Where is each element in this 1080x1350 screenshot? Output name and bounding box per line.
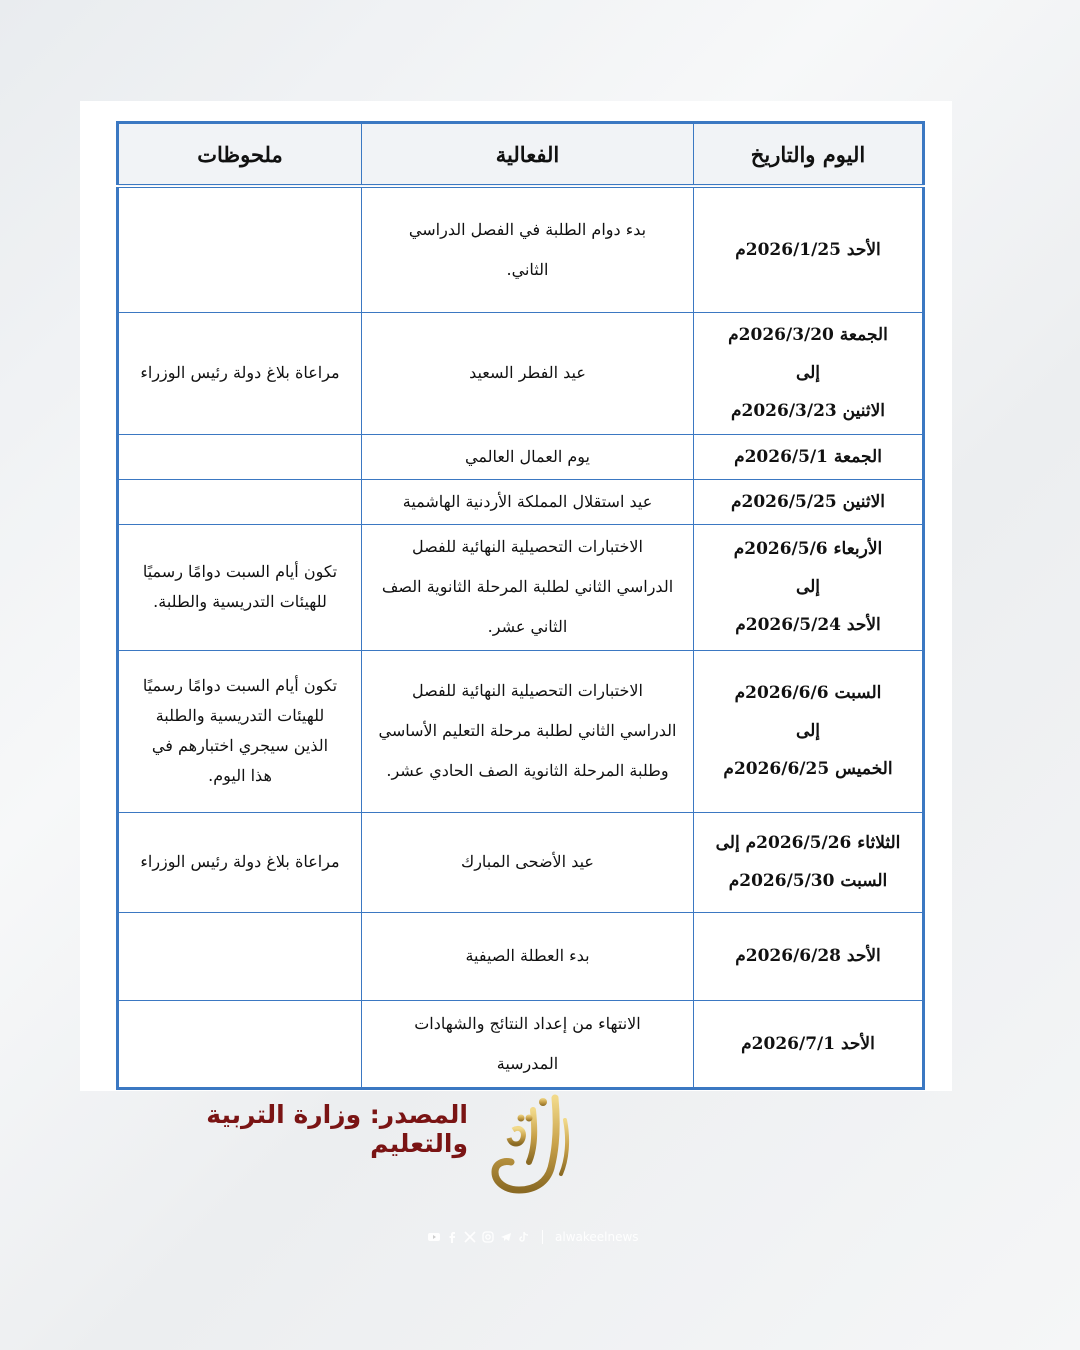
source-label: المصدر: وزارة التربية والتعليم bbox=[206, 1100, 468, 1158]
date-cell bbox=[694, 479, 924, 524]
date-cell-line: إلى bbox=[795, 721, 821, 741]
notes-cell bbox=[118, 186, 362, 312]
notes-cell-line: مراعاة بلاغ دولة رئيس الوزراء bbox=[140, 852, 340, 871]
event-cell-line: الانتهاء من إعداد النتائج والشهادات bbox=[414, 1013, 641, 1033]
facebook-icon[interactable] bbox=[446, 1231, 458, 1243]
notes-cell bbox=[118, 912, 362, 1000]
date-cell-line: إلى bbox=[795, 577, 821, 597]
instagram-icon[interactable] bbox=[482, 1231, 494, 1243]
event-cell-line: الدراسي الثاني لطلبة مرحلة التعليم الأساسي bbox=[378, 721, 677, 740]
notes-cell bbox=[118, 434, 362, 479]
date-cell bbox=[694, 1000, 924, 1088]
event-cell-line: المدرسية bbox=[496, 1053, 559, 1073]
date-cell bbox=[694, 812, 924, 912]
table-row bbox=[118, 524, 924, 650]
date-cell-line: الأحد 2026/6/28م bbox=[735, 946, 881, 966]
event-cell-line: عيد الأضحى المبارك bbox=[461, 852, 594, 871]
date-cell-line: السبت 2026/6/6م bbox=[734, 683, 882, 703]
date-cell-line: الاثنين 2026/5/25م bbox=[730, 491, 886, 512]
table-body bbox=[118, 186, 924, 1088]
event-cell-line: بدء دوام الطلبة في الفصل الدراسي bbox=[408, 219, 647, 239]
notes-cell-line: الذين سيجري اختبارهم في bbox=[151, 736, 329, 755]
date-cell-line: الاثنين 2026/3/23م bbox=[730, 401, 886, 421]
x-icon[interactable] bbox=[464, 1231, 476, 1243]
schedule-table bbox=[116, 121, 925, 1090]
date-cell-line: الخميس 2026/6/25م bbox=[723, 759, 893, 779]
social-handle[interactable]: alwakeelnews bbox=[555, 1230, 639, 1244]
notes-cell bbox=[118, 479, 362, 524]
event-cell-line: الاختبارات التحصيلية النهائية للفصل bbox=[412, 681, 643, 700]
date-cell bbox=[694, 434, 924, 479]
notes-cell-line: تكون أيام السبت دوامًا رسميًا bbox=[142, 562, 338, 581]
table-row bbox=[118, 1000, 924, 1088]
notes-cell-line: تكون أيام السبت دوامًا رسميًا bbox=[142, 676, 338, 695]
alwakeel-logo bbox=[485, 1090, 580, 1200]
table-row bbox=[118, 479, 924, 524]
date-cell-line: الثلاثاء 2026/5/26م إلى bbox=[715, 833, 901, 853]
event-cell bbox=[362, 912, 694, 1000]
event-cell-line: بدء العطلة الصيفية bbox=[465, 946, 590, 965]
youtube-icon[interactable] bbox=[428, 1231, 440, 1243]
event-cell-line: عيد الفطر السعيد bbox=[469, 363, 586, 382]
notes-cell bbox=[118, 1000, 362, 1088]
table-header-row bbox=[118, 123, 924, 187]
notes-cell bbox=[118, 650, 362, 812]
date-cell bbox=[694, 312, 924, 434]
social-separator bbox=[542, 1230, 543, 1244]
notes-cell-line: للهيئات التدريسية والطلبة. bbox=[153, 592, 327, 611]
event-cell-line: الاختبارات التحصيلية النهائية للفصل bbox=[412, 537, 643, 556]
date-cell bbox=[694, 650, 924, 812]
notes-cell-line: للهيئات التدريسية والطلبة bbox=[155, 706, 325, 725]
event-cell bbox=[362, 650, 694, 812]
date-cell-line: إلى bbox=[795, 363, 821, 383]
date-cell-line: السبت 2026/5/30م bbox=[728, 871, 888, 891]
notes-cell bbox=[118, 524, 362, 650]
social-bar bbox=[428, 1227, 639, 1247]
event-cell bbox=[362, 312, 694, 434]
event-cell-line: عيد استقلال المملكة الأردنية الهاشمية bbox=[402, 491, 653, 511]
event-cell bbox=[362, 812, 694, 912]
table-row bbox=[118, 434, 924, 479]
date-cell-line: الأحد 2026/7/1م bbox=[741, 1033, 875, 1054]
header-event: الفعالية bbox=[362, 123, 694, 187]
date-cell bbox=[694, 186, 924, 312]
event-cell-line: الثاني. bbox=[506, 259, 549, 279]
event-cell bbox=[362, 479, 694, 524]
notes-cell bbox=[118, 812, 362, 912]
event-cell-line: الدراسي الثاني لطلبة المرحلة الثانوية الصف bbox=[381, 577, 674, 596]
event-cell bbox=[362, 186, 694, 312]
date-cell-line: الأحد 2026/1/25م bbox=[735, 239, 881, 260]
telegram-icon[interactable] bbox=[500, 1231, 512, 1243]
date-cell-line: الأحد 2026/5/24م bbox=[735, 615, 881, 635]
notes-cell-line: مراعاة بلاغ دولة رئيس الوزراء bbox=[140, 363, 340, 382]
event-cell bbox=[362, 1000, 694, 1088]
event-cell-line: الثاني عشر. bbox=[487, 617, 568, 636]
notes-cell-line: هذا اليوم. bbox=[208, 766, 272, 785]
table-row bbox=[118, 912, 924, 1000]
event-cell-line: وطلبة المرحلة الثانوية الصف الحادي عشر. bbox=[386, 761, 669, 780]
table-row bbox=[118, 650, 924, 812]
date-cell-line: الجمعة 2026/5/1م bbox=[734, 446, 882, 467]
tiktok-icon[interactable] bbox=[518, 1231, 530, 1243]
header-notes: ملحوظات bbox=[118, 123, 362, 187]
event-cell-line: يوم العمال العالمي bbox=[465, 446, 590, 466]
date-cell bbox=[694, 912, 924, 1000]
event-cell bbox=[362, 434, 694, 479]
notes-cell bbox=[118, 312, 362, 434]
date-cell bbox=[694, 524, 924, 650]
date-cell-line: الجمعة 2026/3/20م bbox=[728, 325, 888, 345]
table-row bbox=[118, 312, 924, 434]
date-cell-line: الأربعاء 2026/5/6م bbox=[733, 539, 883, 559]
event-cell bbox=[362, 524, 694, 650]
table-row bbox=[118, 186, 924, 312]
table-row bbox=[118, 812, 924, 912]
header-date: اليوم والتاريخ bbox=[694, 123, 924, 187]
